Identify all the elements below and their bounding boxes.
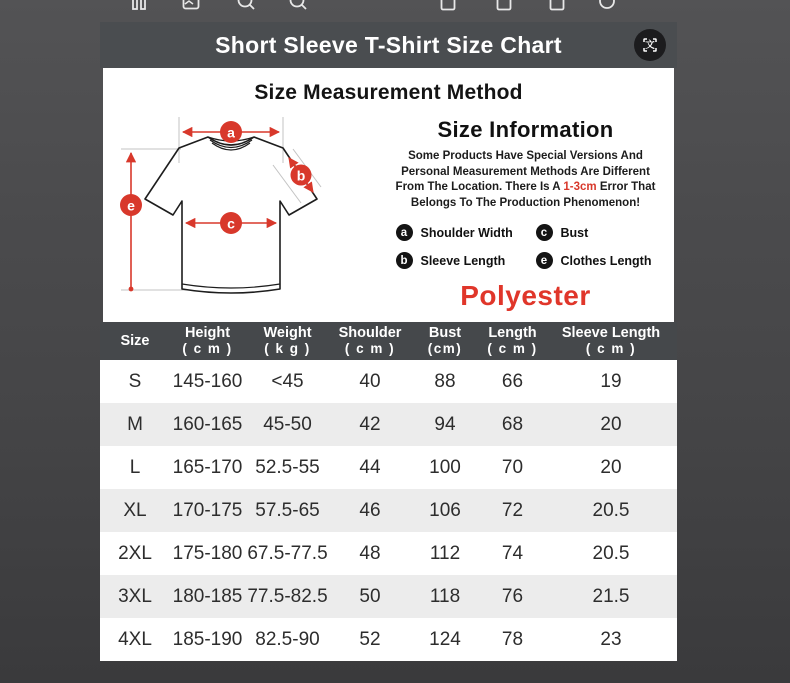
col-weight: Weight ( k g ) — [245, 322, 330, 360]
table-row-m: M 160-165 45-50 42 94 68 20 — [100, 403, 677, 446]
chart-title-bar — [100, 22, 677, 68]
svg-text:b: b — [296, 167, 306, 184]
square-icon[interactable] — [547, 0, 567, 11]
pause-icon[interactable] — [129, 0, 149, 11]
viewer-toolbar — [0, 0, 790, 14]
table-row-2xl: 2XL 175-180 67.5-77.5 48 112 74 20.5 — [100, 532, 677, 575]
legend-label: Sleeve Length — [420, 253, 506, 268]
tshirt-diagram-svg — [107, 105, 383, 313]
table-row-3xl: 3XL 180-185 77.5-82.5 50 118 76 21.5 — [100, 575, 677, 618]
col-sleeve-length: Sleeve Length ( c m ) — [545, 322, 677, 360]
marker-e-badge: e — [536, 252, 553, 269]
marker-b-badge: b — [396, 252, 413, 269]
legend-item-clothes-length — [536, 252, 656, 269]
legend-item-shoulder-width — [396, 224, 536, 241]
square-icon[interactable] — [494, 0, 514, 11]
square-icon[interactable] — [438, 0, 458, 11]
circle-icon[interactable] — [597, 0, 617, 11]
zoom-in-icon[interactable] — [288, 0, 308, 11]
measurement-panel — [103, 68, 674, 322]
col-shoulder: Shoulder ( c m ) — [330, 322, 410, 360]
legend-item-bust — [536, 224, 656, 241]
translate-selection-icon — [640, 35, 660, 55]
table-row-l: L 165-170 52.5-55 44 100 70 20 — [100, 446, 677, 489]
marker-a-badge: a — [396, 224, 413, 241]
legend-item-sleeve-length — [396, 252, 536, 269]
marker-c-badge: c — [536, 224, 553, 241]
col-size: Size — [100, 322, 170, 360]
table-row-4xl: 4XL 185-190 82.5-90 52 124 78 23 — [100, 618, 677, 661]
tolerance-value: 1-3cm — [563, 181, 597, 193]
size-information — [383, 105, 674, 318]
svg-text:c: c — [227, 215, 235, 232]
svg-text:文: 文 — [645, 40, 655, 51]
measurement-legend — [383, 224, 668, 269]
section-title: Size Measurement Method — [254, 81, 523, 104]
col-bust: Bust (cm) — [410, 322, 480, 360]
tshirt-measurement-diagram — [107, 105, 383, 318]
legend-label: Shoulder Width — [420, 225, 513, 240]
col-height: Height ( c m ) — [170, 322, 245, 360]
size-information-text: Some Products Have Special Versions And Personal Measurement Methods Are Different From The Location. There Is A 1-3cm Error That Belongs To The Production Phenomenon! — [395, 150, 656, 209]
size-table-header-row — [100, 322, 677, 360]
col-length: Length ( c m ) — [480, 322, 545, 360]
legend-label: Clothes Length — [560, 253, 652, 268]
chart-title: Short Sleeve T-Shirt Size Chart — [215, 31, 562, 58]
legend-label: Bust — [560, 225, 589, 240]
svg-text:e: e — [127, 197, 135, 214]
table-row-s: S 145-160 <45 40 88 66 19 — [100, 360, 677, 403]
svg-text:a: a — [227, 124, 235, 141]
image-icon[interactable] — [181, 0, 201, 11]
material-label: Polyester — [460, 280, 591, 311]
size-chart-image — [100, 22, 677, 661]
size-information-title: Size Information — [437, 117, 614, 142]
size-table — [100, 322, 677, 661]
table-row-xl: XL 170-175 57.5-65 46 106 72 20.5 — [100, 489, 677, 532]
lens-translate-button[interactable] — [634, 29, 666, 61]
zoom-out-icon[interactable] — [236, 0, 256, 11]
